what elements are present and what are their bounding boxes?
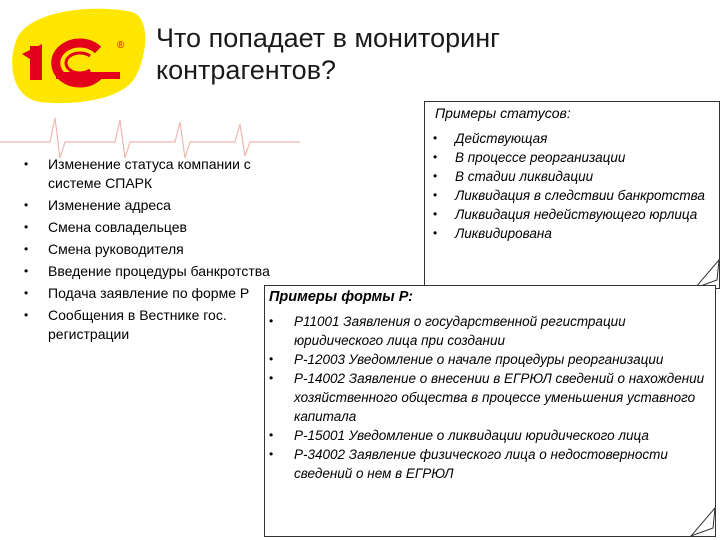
list-item: • Ликвидирована xyxy=(433,224,713,243)
list-item: • В процессе реорганизации xyxy=(433,148,713,167)
list-item: • Смена руководителя xyxy=(24,240,274,259)
statuses-heading: Примеры статусов: xyxy=(435,105,571,121)
list-item: • Р11001 Заявления о государственной регистрации юридического лица при создании xyxy=(269,312,709,350)
list-item: • Р-12003 Уведомление о начале процедуры реорганизации xyxy=(269,350,709,369)
list-item: • Введение процедуры банкротства xyxy=(24,262,274,281)
page-fold-icon xyxy=(689,506,715,536)
statuses-box xyxy=(424,101,720,289)
list-item: • Р-15001 Уведомление о ликвидации юридического лица xyxy=(269,426,709,445)
list-item: • Изменение адреса xyxy=(24,196,274,215)
list-item: • Действующая xyxy=(433,129,713,148)
list-item: • Сообщения в Вестнике гос. регистрации xyxy=(24,306,274,344)
logo xyxy=(4,6,150,106)
forms-list xyxy=(269,312,709,483)
forms-heading: Примеры формы Р: xyxy=(269,289,414,305)
list-item: • Подача заявление по форме Р xyxy=(24,284,274,303)
forms-box xyxy=(264,285,716,537)
list-item: • Р-34002 Заявление физического лица о недостоверности сведений о нем в ЕГРЮЛ xyxy=(269,445,709,483)
page-title: Что попадает в мониторинг контрагентов? xyxy=(156,23,500,85)
list-item: • Смена совладельцев xyxy=(24,218,274,237)
logo-registered: ® xyxy=(117,40,125,51)
list-item: • Р-14002 Заявление о внесении в ЕГРЮЛ сведений о нахождении хозяйственного общества в процессе уменьшения уставного капитала xyxy=(269,369,709,426)
monitoring-items-list xyxy=(24,155,274,347)
page-fold-icon xyxy=(693,258,719,288)
list-item: • Изменение статуса компании с системе СПАРК xyxy=(24,155,274,193)
list-item: • В стадии ликвидации xyxy=(433,167,713,186)
list-item: • Ликвидация недействующего юрлица xyxy=(433,205,713,224)
list-item: • Ликвидация в следствии банкротства xyxy=(433,186,713,205)
statuses-list xyxy=(433,129,713,243)
